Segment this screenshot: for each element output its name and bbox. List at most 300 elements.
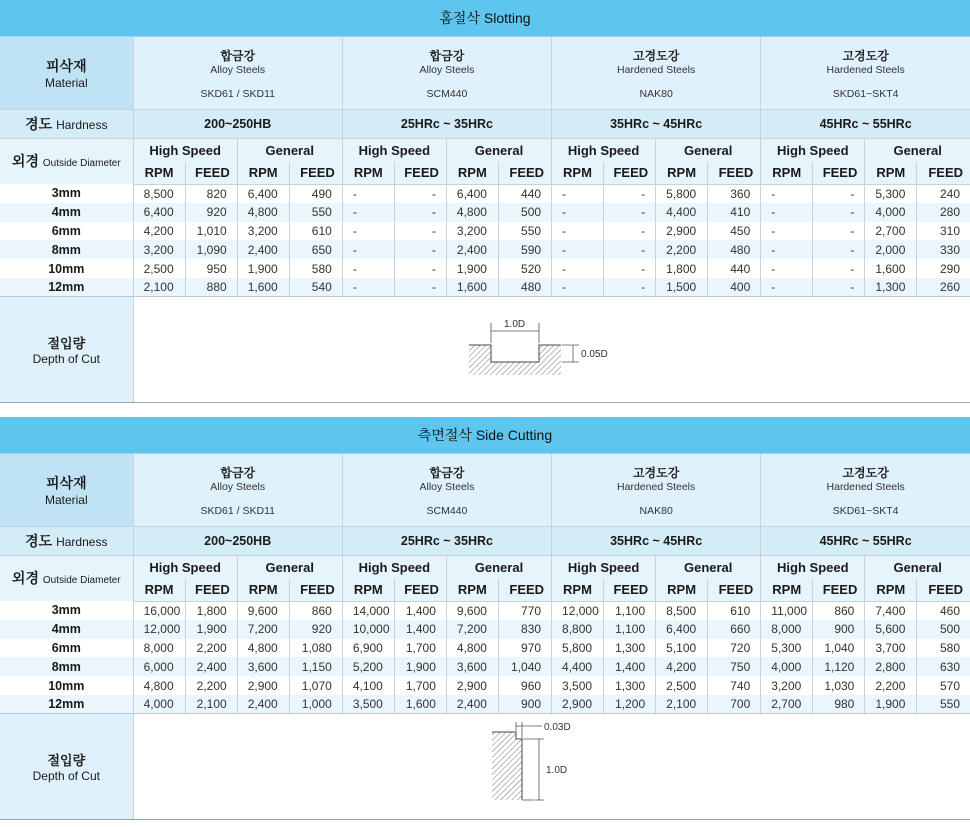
rpm-value: 5,800 <box>552 639 604 658</box>
rpm-value: 14,000 <box>342 601 394 620</box>
table-row <box>0 222 970 241</box>
rpm-value: 2,700 <box>865 222 917 241</box>
axial-dimension-label: 1.0D <box>545 765 567 777</box>
rpm-header: RPM <box>761 162 813 184</box>
feed-value: - <box>604 278 656 297</box>
rpm-value: 4,200 <box>133 222 185 241</box>
feed-value: 1,090 <box>185 240 237 259</box>
cutting-conditions-table <box>0 454 970 820</box>
feed-value: 650 <box>289 240 342 259</box>
feed-value: 830 <box>498 620 551 639</box>
rpm-value: 1,500 <box>656 278 708 297</box>
rpm-value: - <box>761 222 813 241</box>
feed-value: 440 <box>498 184 551 203</box>
rpm-value: 1,600 <box>446 278 498 297</box>
diameter-value: 3mm <box>0 184 133 203</box>
workpiece-section <box>469 345 561 375</box>
table-row <box>0 620 970 639</box>
feed-value: 750 <box>708 657 761 676</box>
rpm-value: 12,000 <box>133 620 185 639</box>
feed-value: 1,200 <box>604 695 656 714</box>
feed-value: - <box>813 222 865 241</box>
feed-value: 960 <box>498 676 551 695</box>
rpm-value: 8,000 <box>761 620 813 639</box>
rpm-value: - <box>761 240 813 259</box>
rpm-value: 4,000 <box>865 203 917 222</box>
diameter-value: 4mm <box>0 620 133 639</box>
hardness-value: 25HRc ~ 35HRc <box>342 526 551 555</box>
rpm-value: 6,900 <box>342 639 394 658</box>
feed-value: - <box>604 240 656 259</box>
rpm-value: - <box>761 184 813 203</box>
rpm-value: 6,400 <box>446 184 498 203</box>
rpm-value: 4,400 <box>656 203 708 222</box>
feed-value: 500 <box>498 203 551 222</box>
feed-value: 570 <box>917 676 970 695</box>
feed-value: 1,070 <box>289 676 342 695</box>
rpm-value: 2,400 <box>446 695 498 714</box>
feed-value: 330 <box>917 240 970 259</box>
feed-value: 1,120 <box>813 657 865 676</box>
rpm-value: 5,200 <box>342 657 394 676</box>
rpm-header: RPM <box>237 579 289 601</box>
depth-of-cut-label: 절입량 Depth of Cut <box>0 714 133 820</box>
feed-value: 440 <box>708 259 761 278</box>
radial-dimension-label: 0.03D <box>543 722 571 734</box>
mode-high-speed: High Speed <box>133 555 237 579</box>
rpm-header: RPM <box>133 579 185 601</box>
rpm-value: 6,400 <box>133 203 185 222</box>
feed-value: 880 <box>185 278 237 297</box>
rpm-value: 2,400 <box>446 240 498 259</box>
rpm-value: 1,600 <box>865 259 917 278</box>
feed-value: 280 <box>917 203 970 222</box>
rpm-value: 8,500 <box>656 601 708 620</box>
feed-value: 860 <box>289 601 342 620</box>
material-header: 합금강 Alloy Steels SCM440 <box>342 37 551 109</box>
rpm-value: 2,900 <box>656 222 708 241</box>
rpm-value: 10,000 <box>342 620 394 639</box>
material-header: 고경도강 Hardened Steels SKD61~SKT4 <box>761 37 970 109</box>
feed-value: 550 <box>917 695 970 714</box>
feed-value: - <box>813 203 865 222</box>
mode-general: General <box>237 555 342 579</box>
rpm-value: 1,900 <box>446 259 498 278</box>
rpm-value: 2,900 <box>237 676 289 695</box>
rpm-value: 4,800 <box>237 203 289 222</box>
rpm-header: RPM <box>761 579 813 601</box>
feed-header: FEED <box>604 162 656 184</box>
rpm-value: 1,900 <box>865 695 917 714</box>
rpm-value: 2,100 <box>656 695 708 714</box>
rpm-value: 3,200 <box>133 240 185 259</box>
rpm-value: - <box>342 259 394 278</box>
hardness-value: 200~250HB <box>133 109 342 138</box>
rpm-value: 8,800 <box>552 620 604 639</box>
rpm-value: 1,900 <box>237 259 289 278</box>
feed-value: 900 <box>498 695 551 714</box>
section-title: 홈절삭 Slotting <box>0 0 970 37</box>
feed-header: FEED <box>708 579 761 601</box>
rpm-value: - <box>342 203 394 222</box>
feed-value: 290 <box>917 259 970 278</box>
feed-value: 920 <box>185 203 237 222</box>
diameter-value: 12mm <box>0 278 133 297</box>
mode-general: General <box>656 555 761 579</box>
table-row <box>0 657 970 676</box>
rpm-value: 3,700 <box>865 639 917 658</box>
feed-value: 1,700 <box>394 676 446 695</box>
rpm-value: 4,800 <box>446 203 498 222</box>
feed-value: 580 <box>917 639 970 658</box>
feed-value: 580 <box>289 259 342 278</box>
feed-value: 2,400 <box>185 657 237 676</box>
feed-value: 1,150 <box>289 657 342 676</box>
table-row <box>0 639 970 658</box>
mode-general: General <box>656 138 761 162</box>
feed-value: 2,100 <box>185 695 237 714</box>
rpm-value: 4,000 <box>761 657 813 676</box>
mode-high-speed: High Speed <box>342 555 446 579</box>
rpm-value: - <box>342 278 394 297</box>
feed-value: 1,300 <box>604 639 656 658</box>
width-dimension-label: 1.0D <box>503 319 525 331</box>
mode-high-speed: High Speed <box>761 138 865 162</box>
feed-value: 1,900 <box>394 657 446 676</box>
feed-value: - <box>394 259 446 278</box>
feed-value: 1,700 <box>394 639 446 658</box>
rpm-header: RPM <box>237 162 289 184</box>
rpm-value: 5,300 <box>761 639 813 658</box>
feed-header: FEED <box>185 162 237 184</box>
feed-value: - <box>813 259 865 278</box>
rpm-value: 2,400 <box>237 695 289 714</box>
mode-general: General <box>237 138 342 162</box>
feed-value: 460 <box>917 601 970 620</box>
depth-of-cut-diagram-cell <box>133 714 970 820</box>
mode-high-speed: High Speed <box>552 555 656 579</box>
rpm-value: 2,500 <box>133 259 185 278</box>
rpm-value: 3,600 <box>237 657 289 676</box>
cutting-conditions-table <box>0 37 970 403</box>
hardness-value: 35HRc ~ 45HRc <box>552 109 761 138</box>
rpm-header: RPM <box>656 579 708 601</box>
feed-value: 2,200 <box>185 676 237 695</box>
feed-header: FEED <box>289 162 342 184</box>
rpm-value: 6,400 <box>656 620 708 639</box>
feed-value: 1,080 <box>289 639 342 658</box>
rpm-value: 2,100 <box>133 278 185 297</box>
table-row <box>0 601 970 620</box>
diameter-label: 외경 Outside Diameter <box>0 138 133 184</box>
feed-value: - <box>604 222 656 241</box>
feed-value: - <box>394 203 446 222</box>
feed-value: 1,030 <box>813 676 865 695</box>
table-row <box>0 203 970 222</box>
rpm-value: 2,000 <box>865 240 917 259</box>
feed-value: - <box>394 184 446 203</box>
rpm-value: 3,600 <box>446 657 498 676</box>
rpm-value: 2,500 <box>656 676 708 695</box>
feed-value: - <box>604 259 656 278</box>
feed-value: 520 <box>498 259 551 278</box>
rpm-value: 5,600 <box>865 620 917 639</box>
rpm-value: 2,200 <box>656 240 708 259</box>
rpm-header: RPM <box>865 579 917 601</box>
rpm-value: 2,800 <box>865 657 917 676</box>
slotting-diagram <box>467 313 637 379</box>
feed-header: FEED <box>394 162 446 184</box>
feed-value: 1,900 <box>185 620 237 639</box>
diameter-value: 8mm <box>0 240 133 259</box>
feed-value: - <box>604 203 656 222</box>
feed-header: FEED <box>185 579 237 601</box>
diameter-label: 외경 Outside Diameter <box>0 555 133 601</box>
feed-value: 590 <box>498 240 551 259</box>
rpm-value: 4,800 <box>446 639 498 658</box>
feed-header: FEED <box>917 162 970 184</box>
feed-value: 610 <box>708 601 761 620</box>
data-rows <box>0 601 970 714</box>
table-row <box>0 240 970 259</box>
feed-value: 1,040 <box>813 639 865 658</box>
rpm-value: 2,900 <box>446 676 498 695</box>
rpm-value: 8,000 <box>133 639 185 658</box>
hardness-value: 25HRc ~ 35HRc <box>342 109 551 138</box>
feed-value: 260 <box>917 278 970 297</box>
feed-value: 490 <box>289 184 342 203</box>
mode-high-speed: High Speed <box>761 555 865 579</box>
rpm-value: - <box>342 240 394 259</box>
material-header: 고경도강 Hardened Steels NAK80 <box>552 37 761 109</box>
depth-of-cut-diagram-cell <box>133 297 970 403</box>
mode-high-speed: High Speed <box>552 138 656 162</box>
rpm-value: 5,800 <box>656 184 708 203</box>
rpm-value: 5,300 <box>865 184 917 203</box>
diameter-value: 8mm <box>0 657 133 676</box>
hardness-value: 200~250HB <box>133 526 342 555</box>
depth-of-cut-label: 절입량 Depth of Cut <box>0 297 133 403</box>
rpm-value: 3,500 <box>552 676 604 695</box>
feed-value: 1,800 <box>185 601 237 620</box>
hardness-value: 35HRc ~ 45HRc <box>552 526 761 555</box>
rpm-value: 11,000 <box>761 601 813 620</box>
feed-value: 1,400 <box>394 601 446 620</box>
rpm-header: RPM <box>342 162 394 184</box>
feed-header: FEED <box>394 579 446 601</box>
feed-value: 860 <box>813 601 865 620</box>
feed-value: - <box>604 184 656 203</box>
feed-value: 1,300 <box>604 676 656 695</box>
feed-value: 240 <box>917 184 970 203</box>
diameter-value: 10mm <box>0 676 133 695</box>
rpm-value: 1,300 <box>865 278 917 297</box>
feed-value: 900 <box>813 620 865 639</box>
mode-general: General <box>865 138 970 162</box>
rpm-value: - <box>552 222 604 241</box>
rpm-value: - <box>552 203 604 222</box>
material-header: 합금강 Alloy Steels SCM440 <box>342 454 551 526</box>
side-cutting-diagram <box>486 718 626 818</box>
rpm-value: 4,100 <box>342 676 394 695</box>
material-header: 합금강 Alloy Steels SKD61 / SKD11 <box>133 37 342 109</box>
rpm-value: 3,200 <box>237 222 289 241</box>
feed-header: FEED <box>813 162 865 184</box>
feed-value: 920 <box>289 620 342 639</box>
rpm-header: RPM <box>446 162 498 184</box>
material-header: 합금강 Alloy Steels SKD61 / SKD11 <box>133 454 342 526</box>
rpm-value: 3,200 <box>446 222 498 241</box>
rpm-value: - <box>552 240 604 259</box>
rpm-value: - <box>552 184 604 203</box>
table-row <box>0 278 970 297</box>
rpm-value: 16,000 <box>133 601 185 620</box>
rpm-value: 4,800 <box>133 676 185 695</box>
rpm-value: 2,900 <box>552 695 604 714</box>
rpm-value: 8,500 <box>133 184 185 203</box>
feed-value: 400 <box>708 278 761 297</box>
mode-high-speed: High Speed <box>342 138 446 162</box>
material-header: 고경도강 Hardened Steels SKD61~SKT4 <box>761 454 970 526</box>
feed-value: - <box>813 184 865 203</box>
rpm-header: RPM <box>865 162 917 184</box>
feed-value: 550 <box>498 222 551 241</box>
rpm-header: RPM <box>446 579 498 601</box>
rpm-value: - <box>552 259 604 278</box>
rpm-header: RPM <box>656 162 708 184</box>
rpm-value: 2,200 <box>865 676 917 695</box>
feed-value: 1,400 <box>604 657 656 676</box>
feed-value: 540 <box>289 278 342 297</box>
feed-header: FEED <box>604 579 656 601</box>
diameter-value: 6mm <box>0 222 133 241</box>
table-row <box>0 676 970 695</box>
feed-header: FEED <box>498 579 551 601</box>
feed-value: 500 <box>917 620 970 639</box>
diameter-value: 3mm <box>0 601 133 620</box>
rpm-value: 4,400 <box>552 657 604 676</box>
mode-general: General <box>446 555 551 579</box>
rpm-value: 4,800 <box>237 639 289 658</box>
feed-header: FEED <box>917 579 970 601</box>
feed-value: - <box>394 240 446 259</box>
rpm-value: 12,000 <box>552 601 604 620</box>
rpm-value: 1,600 <box>237 278 289 297</box>
feed-header: FEED <box>813 579 865 601</box>
feed-value: 310 <box>917 222 970 241</box>
table-row <box>0 184 970 203</box>
feed-value: 450 <box>708 222 761 241</box>
rpm-value: - <box>761 259 813 278</box>
rpm-value: - <box>761 278 813 297</box>
feed-header: FEED <box>498 162 551 184</box>
slotting-section <box>0 0 970 410</box>
feed-value: - <box>394 278 446 297</box>
section-title: 측면절삭 Side Cutting <box>0 417 970 454</box>
rpm-header: RPM <box>552 162 604 184</box>
rpm-header: RPM <box>133 162 185 184</box>
rpm-value: 9,600 <box>446 601 498 620</box>
feed-value: 980 <box>813 695 865 714</box>
feed-value: 610 <box>289 222 342 241</box>
feed-value: 770 <box>498 601 551 620</box>
rpm-value: 7,400 <box>865 601 917 620</box>
rpm-value: 3,200 <box>761 676 813 695</box>
feed-value: 740 <box>708 676 761 695</box>
feed-value: 1,100 <box>604 620 656 639</box>
rpm-value: 4,200 <box>656 657 708 676</box>
mode-general: General <box>446 138 551 162</box>
rpm-value: - <box>761 203 813 222</box>
feed-value: 1,010 <box>185 222 237 241</box>
feed-header: FEED <box>708 162 761 184</box>
rpm-value: 2,400 <box>237 240 289 259</box>
feed-value: 1,000 <box>289 695 342 714</box>
rpm-value: 2,700 <box>761 695 813 714</box>
material-label: 피삭재 Material <box>0 37 133 109</box>
hardness-label: 경도 Hardness <box>0 109 133 138</box>
rpm-value: 3,500 <box>342 695 394 714</box>
material-label: 피삭재 Material <box>0 454 133 526</box>
rpm-value: - <box>342 222 394 241</box>
feed-value: 970 <box>498 639 551 658</box>
rpm-value: 7,200 <box>446 620 498 639</box>
rpm-header: RPM <box>342 579 394 601</box>
rpm-value: 6,000 <box>133 657 185 676</box>
hardness-value: 45HRc ~ 55HRc <box>761 526 970 555</box>
feed-value: 630 <box>917 657 970 676</box>
material-header: 고경도강 Hardened Steels NAK80 <box>552 454 761 526</box>
feed-value: 480 <box>708 240 761 259</box>
feed-value: 1,400 <box>394 620 446 639</box>
diameter-value: 10mm <box>0 259 133 278</box>
rpm-value: 5,100 <box>656 639 708 658</box>
side-cutting-section <box>0 417 970 827</box>
feed-value: 1,100 <box>604 601 656 620</box>
table-row <box>0 695 970 714</box>
diameter-value: 6mm <box>0 639 133 658</box>
workpiece-section <box>492 732 522 800</box>
feed-value: 950 <box>185 259 237 278</box>
feed-value: 410 <box>708 203 761 222</box>
feed-value: - <box>813 278 865 297</box>
feed-value: 1,040 <box>498 657 551 676</box>
feed-value: 550 <box>289 203 342 222</box>
feed-value: 360 <box>708 184 761 203</box>
feed-value: 480 <box>498 278 551 297</box>
rpm-value: 6,400 <box>237 184 289 203</box>
rpm-value: - <box>552 278 604 297</box>
rpm-value: 7,200 <box>237 620 289 639</box>
rpm-value: 9,600 <box>237 601 289 620</box>
diameter-value: 4mm <box>0 203 133 222</box>
feed-value: 660 <box>708 620 761 639</box>
depth-dimension-label: 0.05D <box>580 349 608 361</box>
feed-value: 1,600 <box>394 695 446 714</box>
mode-general: General <box>865 555 970 579</box>
feed-value: 720 <box>708 639 761 658</box>
diameter-value: 12mm <box>0 695 133 714</box>
feed-value: 2,200 <box>185 639 237 658</box>
feed-value: - <box>813 240 865 259</box>
rpm-header: RPM <box>552 579 604 601</box>
feed-value: - <box>394 222 446 241</box>
rpm-value: 1,800 <box>656 259 708 278</box>
feed-header: FEED <box>289 579 342 601</box>
hardness-label: 경도 Hardness <box>0 526 133 555</box>
data-rows <box>0 184 970 297</box>
hardness-value: 45HRc ~ 55HRc <box>761 109 970 138</box>
